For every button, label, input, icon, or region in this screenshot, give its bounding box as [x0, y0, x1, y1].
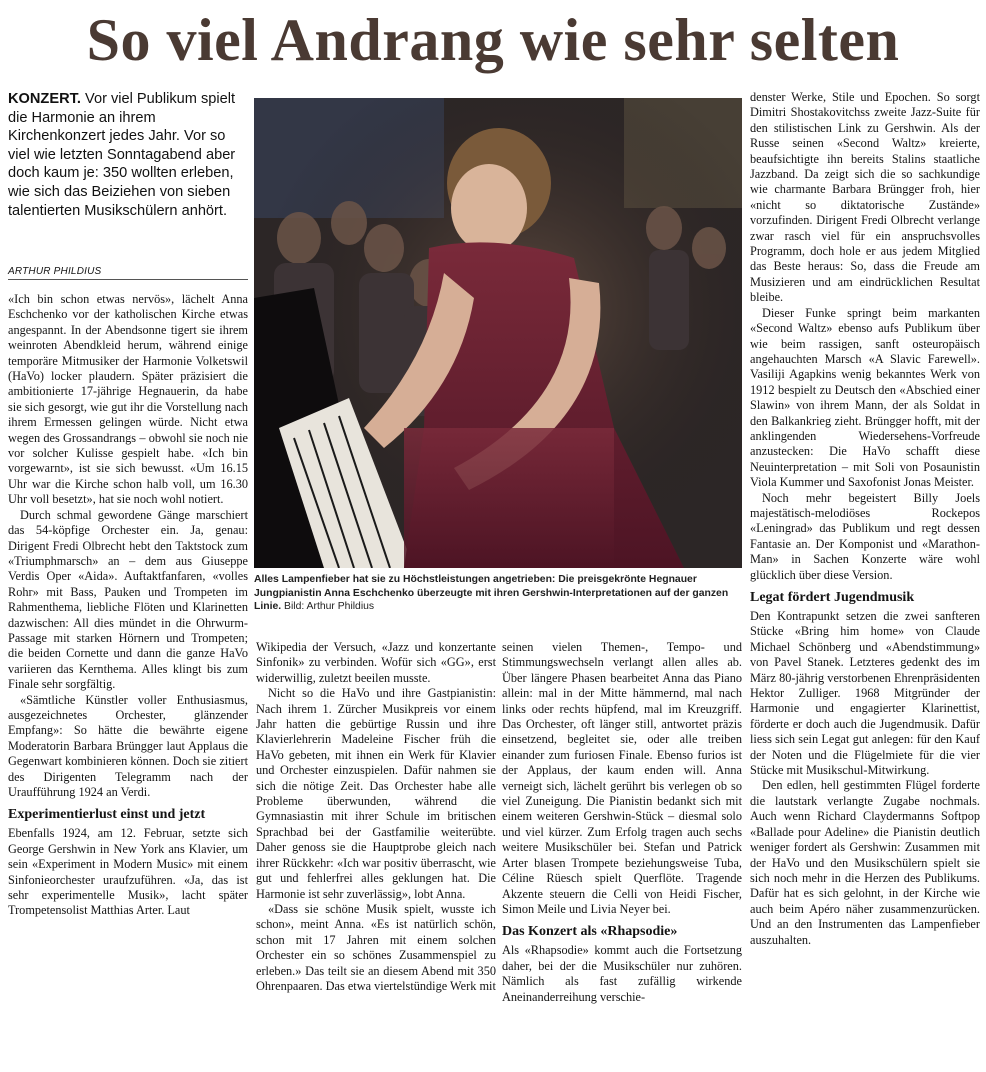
caption-text: Alles Lampenfieber hat sie zu Höchstleistungen angetrieben: Die preisgekrönte Hegnauer Jungpianistin Anna Eschchenko überzeugte mit ihren Gershwin-Interpretationen auf der ganzen Linie.	[254, 574, 729, 613]
paragraph: denster Werke, Stile und Epochen. So sorgt Dimitri Shostakovitchss zweite Jazz-Suite für den stilistischen Link zu Gershwin. Als der Russe seinen «Second Waltz» kreierte, beaufsichtigte ihn bereits Stalins staatliche Jazzband. Da zeigt sich die so sachkundige wie charmante Barbara Brüngger froh, hier «nicht so diktatorische Zustände» vorzufinden. Dirigent Fredi Olbrecht verlange zwar rasch viel für ein anspruchsvolles Programm, doch hole er aus jedem Mitglied das Beste heraus: So, dass die Freude am Musizieren und am eindrücklichen Resultat bleibe.	[750, 90, 980, 305]
subheading: Legat fördert Jugendmusik	[750, 590, 915, 605]
pianist-photo-illustration	[254, 98, 742, 568]
photo-credit: Bild: Arthur Phildius	[281, 601, 375, 613]
paragraph: «Dass sie schöne Musik spielt, wusste ich schon», meint Anna. «Es ist natürlich schön, schon mit 17 Jahren mit einem solchen Orchester ein so schönes Zusammenspiel zu erleben.» Das teilt sie an diesem Abend mit 350 Ohrenpaaren. Das etwa viertelstündige Werk mit	[256, 901, 496, 993]
paragraph: Wikipedia der Versuch, «Jazz und konzertante Sinfonik» zu verbinden. Wofür sich «GG», erst widerwillig, zuletzt beeilen musste.	[256, 640, 496, 685]
paragraph: Nicht so die HaVo und ihre Gastpianistin: Nach ihrem 1. Zürcher Musikpreis vor einem Jahr hatten die gebürtige Russin und ihre Klavierlehrerin Madeleine Fischer früh die HaVo gebeten, mit ihnen ein Werk für Klavier und Orchester einzuspielen. Dafür nahmen sie sich die nötige Zeit. Das Orchester habe alle Probleme überwunden, während die Gymnasiastin mit ihrer Schule im britischen Sprachbad bei der Gastfamilie weiterübte. Daher genoss sie die Hauptprobe gleich nach ihrer Rückkehr: «Ich war positiv überrascht, wie gut und fehlerfrei alles geklungen hat. Die Harmonie ist sehr zuverlässig», lobt Anna.	[256, 686, 496, 901]
subheading: Das Konzert als «Rhapsodie»	[502, 924, 678, 940]
concert-photo	[254, 98, 742, 568]
paragraph: Noch mehr begeistert Billy Joels majestätisch-melodiöses Rockepos «Leningrad» das Publikum und regt dessen Fantasie an. Der Komponist und «Marathon-Man» in Sachen Konzerte wäre wohl glücklich über diese Version.	[750, 490, 980, 582]
photo-caption	[254, 573, 742, 614]
lead-paragraph	[8, 90, 248, 220]
paragraph: «Ich bin schon etwas nervös», lächelt Anna Eschchenko vor der katholischen Kirche etwas angespannt. In der Abendsonne tigert sie ihrem weinroten Abendkleid herum, während einige temporäre Mitmusiker der Harmonie Volketswil (HaVo) locker plaudern. Später präzisiert die ambitionierte 17-jährige Hegnauerin, da habe sie sich gesorgt, wie gut ihr die Vorstellung nach ihrem Ermessen gelingen würde. Nicht etwa wegen des Grossandrangs – obwohl sie noch nie vor solcher Kulisse gespielt habe. «Ich bin vorgewarnt», ist sie sich bewusst. «Um 16.15 Uhr war die Kirche schon halb voll, um 16.30 Uhr voll besetzt», hat sie noch wohl notiert.	[8, 292, 248, 507]
paragraph: Als «Rhapsodie» kommt auch die Fortsetzung daher, bei der die Musikschüler nur zuhören. Nämlich als fast zufällig wirkende Aneinanderreihung verschie-	[502, 943, 742, 1004]
article-column-4	[750, 90, 980, 948]
paragraph: seinen vielen Themen-, Tempo- und Stimmungswechseln verlangt allen alles ab. Über längere Phasen bearbeitet Anna das Piano allein: mal in der Mitte hämmernd, mal nach links oder rechts hüpfend, mal im Kreuzgriff. Das Orchester, oft länger still, antwortet präzis einsetzend, begleitet sie, oder alle treiben einander zum furiosen Finale. Ebenso furios ist der Applaus, der kaum enden will. Anna verneigt sich, lächelt gerührt bis verlegen ob so viel Zuneigung. Die Pianistin bedankt sich mit einem weiteren Gershwin-Stück – diesmal solo und viel kürzer. Zum Erfolg tragen auch sechs weitere Musikschüler bei. Stefan und Patrick Arter blasen Trompete beziehungsweise Tuba, Céline Rüesch spielt Querflöte. Tragende Akzente steuern die Celli von Heidi Fischer, Simon Meile und Livia Neyer bei.	[502, 640, 742, 916]
lead-kicker: KONZERT.	[8, 91, 81, 107]
paragraph: Ebenfalls 1924, am 12. Februar, setzte sich George Gershwin in New York ans Klavier, um sein «Experiment in Modern Music» mit einem Sinfonieorchester uraufzuführen. «Ja, das ist sehr experimentelle Musik», lacht später Trompetensolist Matthias Arter. Laut	[8, 826, 248, 918]
paragraph: «Sämtliche Künstler voller Enthusiasmus, ausgezeichnetes Orchester, glänzender Empfang»: So hätte die bewährte eigene Moderatorin Barbara Brüngger laut Applaus die Gegenwart kombinieren können. Doch sie zitiert des Dirigenten Telegramm nach der Uraufführung 1924 an Verdi.	[8, 692, 248, 799]
paragraph: Dieser Funke springt beim markanten «Second Waltz» ebenso aufs Publikum über wie beim rassigen, sanft osteuropäisch angehauchten Marsch «A Slavic Farewell». Vasiliji Agapkins wenig bekanntes Werk von 1912 bespielt zu Deutsch den «Abschied einer Slawin» von ihrem Mann, der als Soldat in den Balkankrieg zieht. Brüngger hofft, mit der anklingenden Wiedersehens-Vorfreude anzustecken: Die HaVo schafft diese Neuinterpretation – mit Soli von Posaunistin Viola Kummer und Saxofonist Jonas Meister.	[750, 305, 980, 490]
headline: So viel Andrang wie sehr selten	[86, 7, 900, 73]
article-column-2	[256, 640, 496, 994]
subheading: Experimentierlust einst und jetzt	[8, 807, 206, 823]
paragraph: Durch schmal gewordene Gänge marschiert das 54-köpfige Orchester ein. Ja, genau: Dirigent Fredi Olbrecht hebt den Taktstock zum «Triumphmarsch» an – dem aus Giuseppe Verdis Oper «Aida». Auftaktfanfaren, «volles Rohr» mit Bass, Pauken und Trompeten im Rahmenthema, liebliche Flöten und Klarinetten dazwischen: All dies mündet in die Ohrwurm-Passage mit starken Hörnern und Trompeten; die beiden Cornette und dann die ganze HaVo variieren das Kernthema. Alles klingt bis zum Finale sehr sorgfältig.	[8, 507, 248, 692]
byline: ARTHUR PHILDIUS	[8, 266, 248, 280]
article-column-3	[502, 640, 742, 1005]
paragraph: Den Kontrapunkt setzen die zwei sanfteren Stücke «Bring him home» von Claude Michael Schönberg und «Abendstimmung» von Pavel Stanek. Letzteres gedenkt des im März 80-jährig verstorbenen Ehrenpräsidenten Hektor Zulliger. 1968 Mitgründer der Harmonie und engagierter Klarinettist, förderte er doch auch die Jugendmusik. Dafür liess sich sein Legat gut anlegen: für den Kauf der Noten und die Flügelmiete für die vier Stücke mit Musikschul-Mitwirkung.	[750, 609, 980, 778]
paragraph: Den edlen, hell gestimmten Flügel forderte die lautstark verlangte Zugabe nochmals. Auch wenn Richard Claydermanns Softpop «Ballade pour Adeline» die Pianistin deutlich weniger fordert als Gershwin: Zusammen mit der HaVo und den Musikschülern spielt sie sich noch mehr in die Herzen des Publikums. Dafür hat es sich gelohnt, in der Kirche wie auch beim Apéro näher zusammenzurücken. Und an den Instrumenten das Lampenfieber auszuhalten.	[750, 778, 980, 947]
article-column-1	[8, 292, 248, 919]
lead-text: Vor viel Publikum spielt die Harmonie an ihrem Kirchenkonzert jedes Jahr. Vor so viel wie letzten Sonntagabend aber doch kaum je: 350 wollten erleben, wie sich das Beiziehen von sieben talentierten Musikschülern anhört.	[8, 91, 236, 219]
